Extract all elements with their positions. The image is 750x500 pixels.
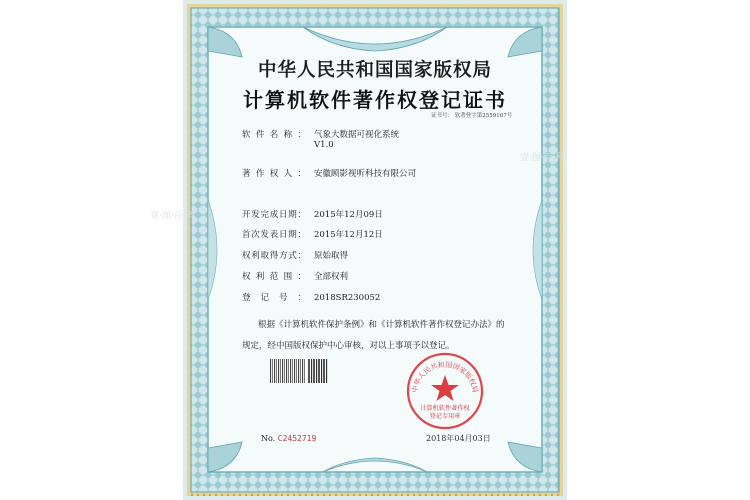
official-seal — [405, 351, 485, 431]
barcode-icon — [308, 359, 328, 383]
field-value: 2015年12月12日 — [314, 230, 383, 240]
field-acquisition-method — [242, 249, 348, 261]
serial-value: C2452719 — [277, 434, 317, 443]
certificate-title: 计算机软件著作权登记证书 — [243, 88, 507, 112]
legal-basis-line-1: 根据《计算机软件保护条例》和《计算机软件著作权登记办法》的 — [258, 320, 505, 330]
seal-text-line-2: 登记专用章 — [429, 413, 461, 420]
serial-number — [261, 434, 316, 443]
watermark-text: 壹·图·百·科 — [150, 211, 195, 221]
field-label: 软件名称： — [242, 130, 306, 140]
field-publication-date — [242, 228, 383, 240]
field-value: 气象大数据可视化系统 — [314, 130, 400, 140]
field-software-name — [242, 128, 399, 140]
field-value: 2018SR230052 — [314, 293, 381, 303]
field-label: 权利范围： — [242, 272, 306, 282]
seal-top-text: 中华人民共和国国家版权局 — [410, 360, 480, 394]
watermark-text: 壹·图·百·科 — [520, 153, 565, 163]
certificate-number — [431, 111, 512, 119]
field-completion-date — [242, 208, 383, 220]
certificate-number-label: 证书号： — [431, 113, 454, 119]
legal-basis-line-2: 规定，经中国版权保护中心审核，对以上事项予以登记。 — [242, 341, 455, 351]
field-label: 登记号： — [242, 293, 306, 303]
issue-date: 2018年04月03日 — [426, 434, 491, 443]
field-registration-number — [242, 291, 380, 303]
field-value: 全部权利 — [314, 272, 349, 282]
field-rights-scope — [242, 270, 348, 282]
barcode-icon — [270, 359, 306, 383]
serial-label: No. — [261, 434, 276, 443]
seal-text-line-1: 计算机软件著作权 — [420, 405, 470, 412]
field-label: 开发完成日期： — [242, 210, 306, 220]
certificate-number-value: 软著登字第2559167号 — [454, 113, 513, 119]
issuing-authority-title: 中华人民共和国国家版权局 — [257, 60, 492, 81]
field-value: V1.0 — [314, 140, 334, 150]
field-value: 2015年12月09日 — [314, 210, 383, 220]
field-label: 首次发表日期： — [242, 230, 306, 240]
field-value: 原始取得 — [314, 251, 349, 261]
certificate — [183, 0, 567, 500]
field-value: 安徽顾影视听科技有限公司 — [314, 169, 417, 179]
seal-star-icon — [431, 375, 459, 401]
field-copyright-owner — [242, 167, 416, 179]
field-label: 权利取得方式： — [242, 251, 306, 261]
field-software-version — [242, 140, 334, 150]
field-label: 著作权人： — [242, 169, 306, 179]
